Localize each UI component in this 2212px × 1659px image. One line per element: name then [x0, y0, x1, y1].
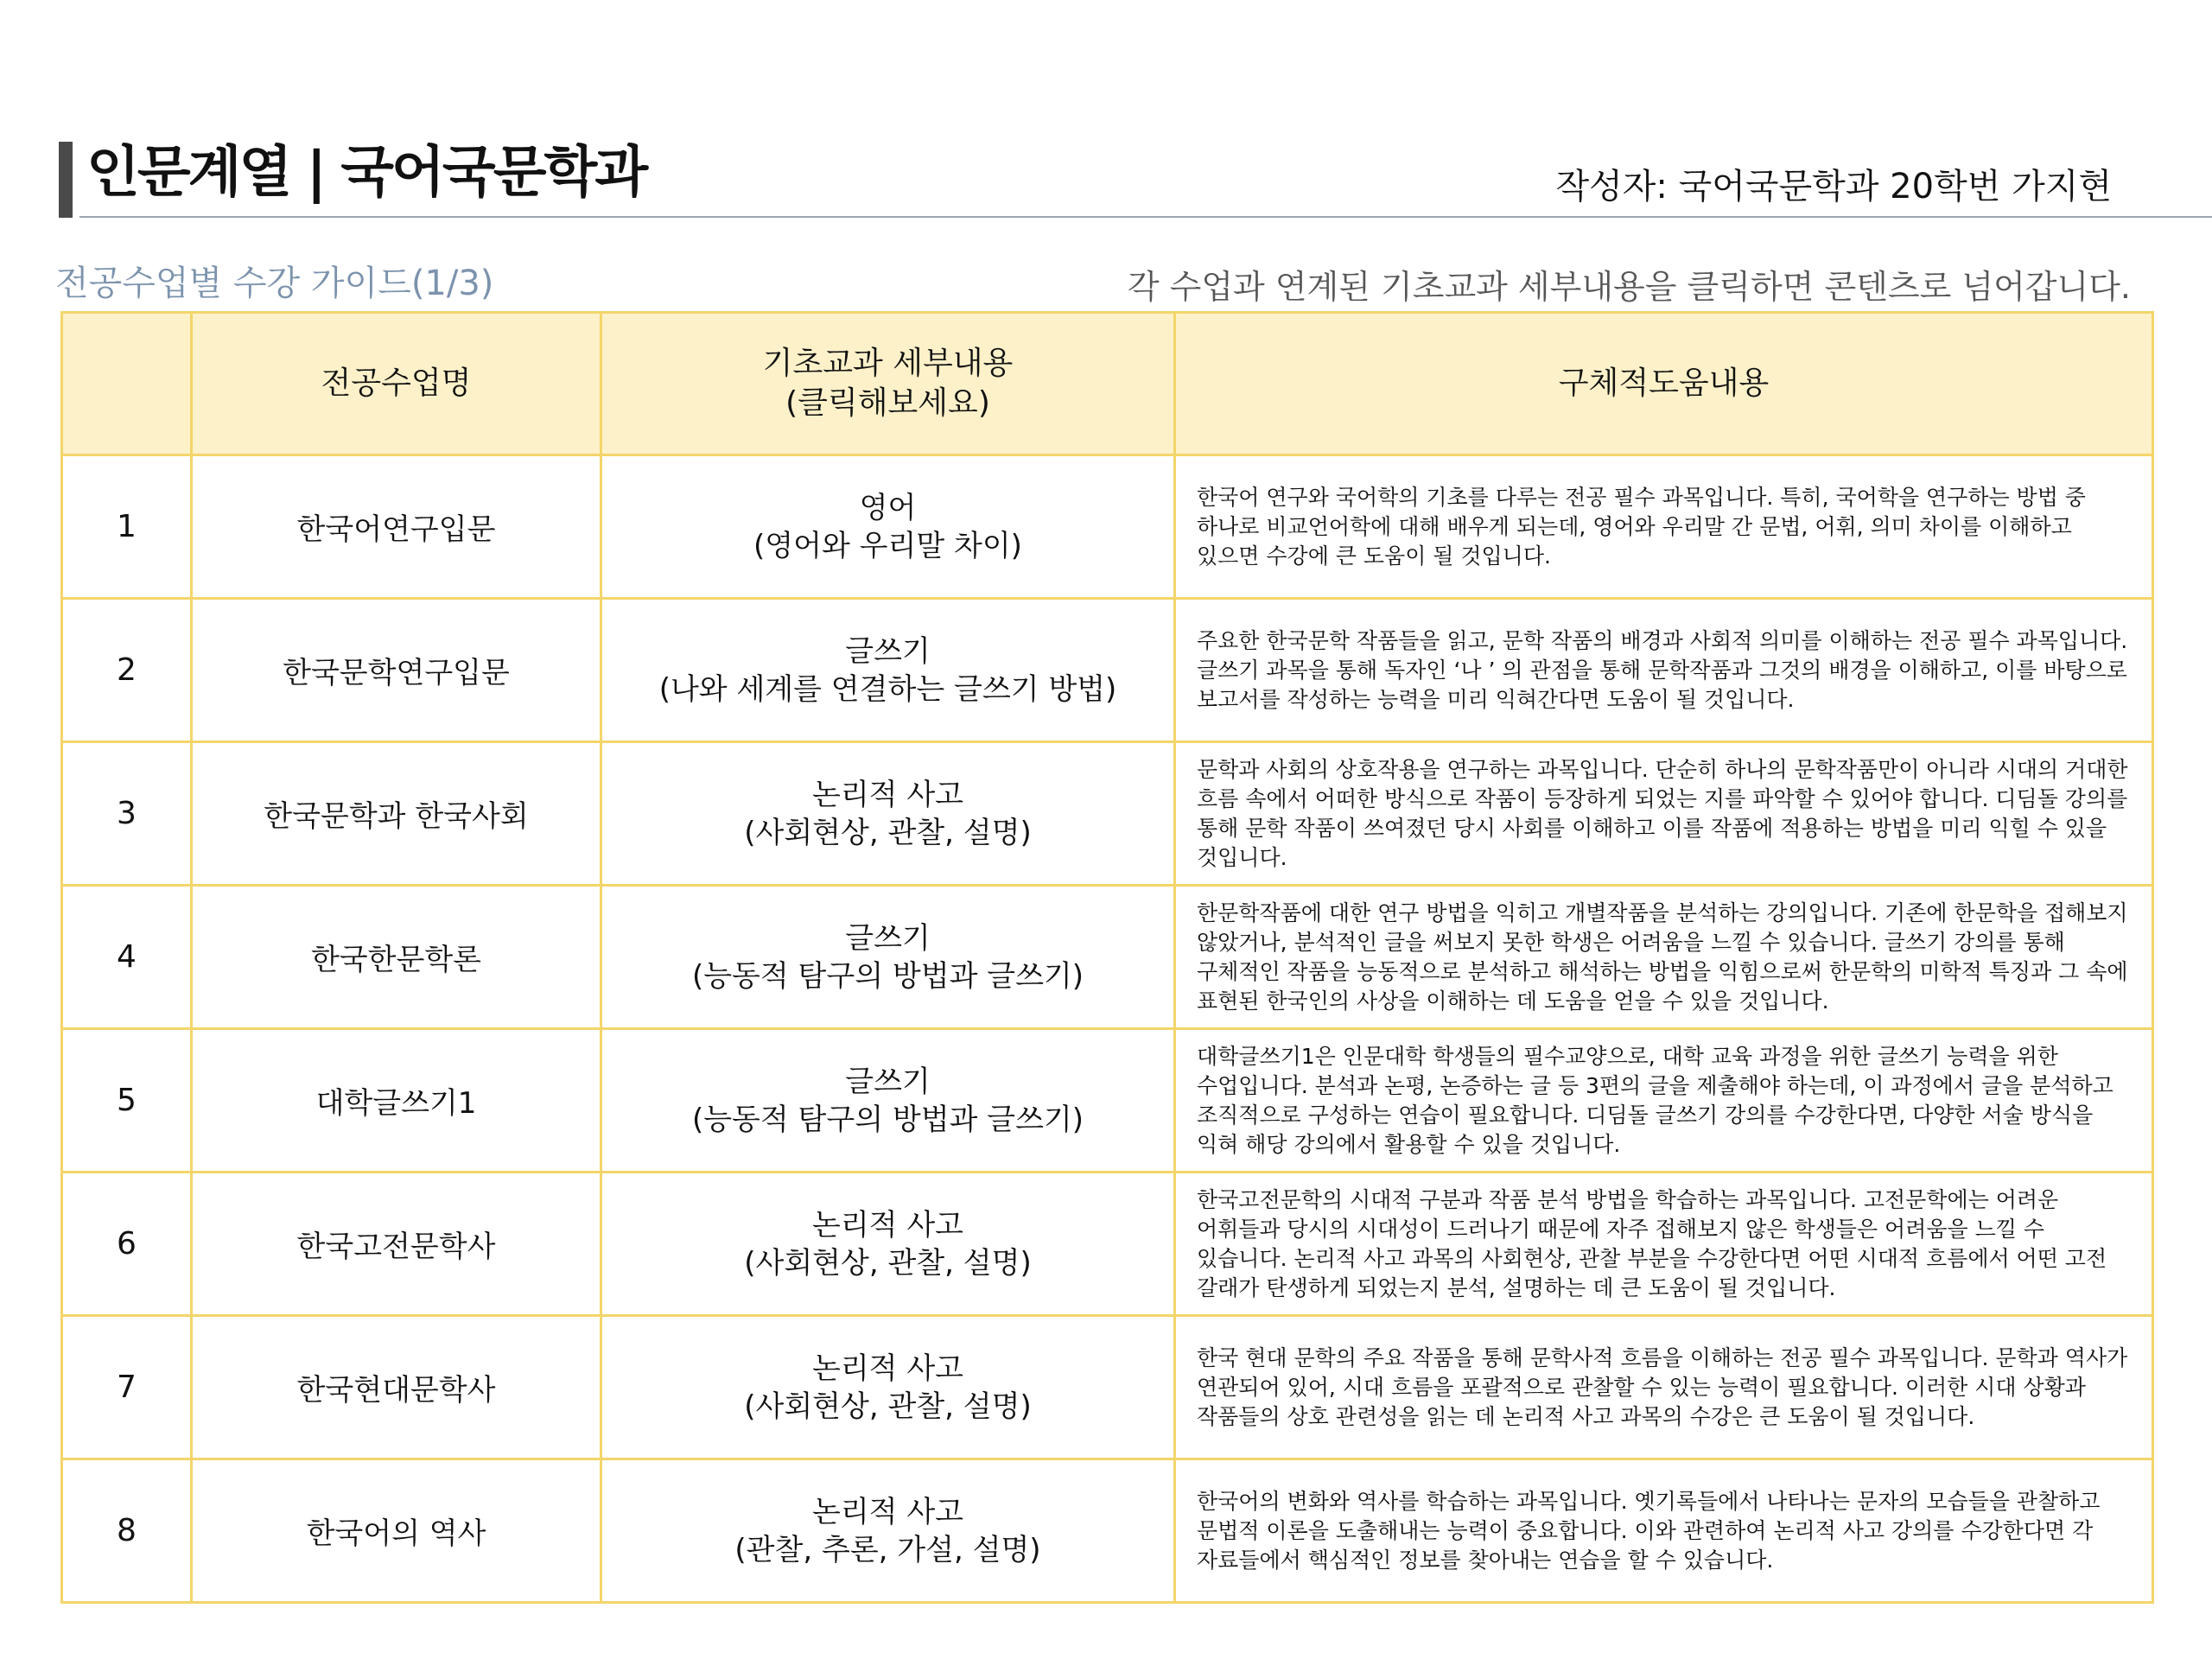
basic-course-link[interactable] [601, 1173, 1175, 1316]
header-basic-line2: (클릭해보세요) [785, 385, 990, 421]
basic-course-title[interactable]: 영어 [859, 490, 917, 525]
header-course-name [192, 313, 601, 455]
basic-course-link[interactable] [601, 455, 1175, 599]
row-number: 8 [62, 1459, 192, 1603]
basic-course-link[interactable] [601, 1316, 1175, 1459]
header-help-label: 구체적도움내용 [1558, 365, 1770, 401]
basic-course-title[interactable]: 논리적 사고 [811, 1351, 964, 1386]
help-detail: 한국고전문학의 시대적 구분과 작품 분석 방법을 학습하는 과목입니다. 고전문학에는 어려운 어휘들과 당시의 시대성이 드러나기 때문에 자주 접해보지 않은 학생들은 어려움을 느낄 수 있습니다. 논리적 사고 과목의 사회현상, 관찰 부분을 수강한다면 어떤 시대적 흐름에서 어떤 고전 갈래가 탄생하게 되었는지 분석, 설명하는 데 큰 도움이 될 것입니다. [1175, 1173, 2153, 1316]
row-number: 5 [62, 1029, 192, 1173]
page-title: 인문계열 | 국어국문학과 [86, 141, 646, 205]
table-row [62, 599, 2153, 742]
help-detail: 문학과 사회의 상호작용을 연구하는 과목입니다. 단순히 하나의 문학작품만이 아니라 시대의 거대한 흐름 속에서 어떠한 방식으로 작품이 등장하게 되었는 지를 파악할 수 있어야 합니다. 디딤돌 강의를 통해 문학 작품이 쓰여졌던 당시 사회를 이해하고 이를 작품에 적용하는 방법을 미리 익힐 수 있을 것입니다. [1175, 742, 2153, 886]
row-number: 7 [62, 1316, 192, 1459]
header-divider [79, 216, 2212, 218]
header-number [62, 313, 192, 455]
course-name: 한국문학과 한국사회 [192, 742, 601, 886]
table-row [62, 886, 2153, 1029]
table-row [62, 1459, 2153, 1603]
basic-course-subtitle[interactable]: (능동적 탐구의 방법과 글쓰기) [691, 1102, 1084, 1137]
course-name: 한국고전문학사 [192, 1173, 601, 1316]
basic-course-link[interactable] [601, 742, 1175, 886]
basic-course-link[interactable] [601, 886, 1175, 1029]
header-help [1175, 313, 2153, 455]
course-name: 한국어연구입문 [192, 455, 601, 599]
author-credit: 작성자: 국어국문학과 20학번 가지현 [1555, 167, 2112, 207]
help-detail: 대학글쓰기1은 인문대학 학생들의 필수교양으로, 대학 교육 과정을 위한 글쓰기 능력을 위한 수업입니다. 분석과 논평, 논증하는 글 등 3편의 글을 제출해야 하는데, 이 과정에서 글을 분석하고 조직적으로 구성하는 연습이 필요합니다. 디딤돌 글쓰기 강의를 수강한다면, 다양한 서술 방식을 익혀 해당 강의에서 활용할 수 있을 것입니다. [1175, 1029, 2153, 1173]
row-number: 2 [62, 599, 192, 742]
basic-course-link[interactable] [601, 599, 1175, 742]
basic-course-link[interactable] [601, 1459, 1175, 1603]
basic-course-subtitle[interactable]: (사회현상, 관찰, 설명) [744, 1389, 1032, 1424]
course-name: 한국현대문학사 [192, 1316, 601, 1459]
basic-course-title[interactable]: 글쓰기 [845, 633, 931, 669]
basic-course-title[interactable]: 논리적 사고 [811, 1494, 964, 1529]
row-number: 6 [62, 1173, 192, 1316]
basic-course-title[interactable]: 논리적 사고 [811, 1207, 964, 1243]
table-row [62, 742, 2153, 886]
basic-course-subtitle[interactable]: (관찰, 추론, 가설, 설명) [734, 1532, 1041, 1567]
course-name: 대학글쓰기1 [192, 1029, 601, 1173]
table-row [62, 1173, 2153, 1316]
header-course-label: 전공수업명 [321, 365, 472, 401]
row-number: 3 [62, 742, 192, 886]
course-name: 한국문학연구입문 [192, 599, 601, 742]
basic-course-subtitle[interactable]: (나와 세계를 연결하는 글쓰기 방법) [658, 671, 1117, 707]
help-detail: 한국 현대 문학의 주요 작품을 통해 문학사적 흐름을 이해하는 전공 필수 과목입니다. 문학과 역사가 연관되어 있어, 시대 흐름을 포괄적으로 관찰할 수 있는 능력이 필요합니다. 이러한 시대 상황과 작품들의 상호 관련성을 읽는 데 논리적 사고 과목의 수강은 큰 도움이 될 것입니다. [1175, 1316, 2153, 1459]
basic-course-link[interactable] [601, 1029, 1175, 1173]
table-row [62, 1316, 2153, 1459]
section-subtitle: 전공수업별 수강 가이드(1/3) [55, 264, 494, 303]
table-row [62, 455, 2153, 599]
row-number: 1 [62, 455, 192, 599]
help-detail: 한문학작품에 대한 연구 방법을 익히고 개별작품을 분석하는 강의입니다. 기존에 한문학을 접해보지 않았거나, 분석적인 글을 써보지 못한 학생은 어려움을 느낄 수 있습니다. 글쓰기 강의를 통해 구체적인 작품을 능동적으로 분석하고 해석하는 방법을 익힘으로써 한문학의 미학적 특징과 그 속에 표현된 한국인의 사상을 이해하는 데 도움을 얻을 수 있을 것입니다. [1175, 886, 2153, 1029]
basic-course-title[interactable]: 글쓰기 [845, 920, 931, 956]
basic-course-subtitle[interactable]: (영어와 우리말 차이) [753, 528, 1022, 563]
basic-course-title[interactable]: 논리적 사고 [811, 777, 964, 812]
course-name: 한국한문학론 [192, 886, 601, 1029]
basic-course-subtitle[interactable]: (능동적 탐구의 방법과 글쓰기) [691, 958, 1084, 994]
header-basic-line1: 기초교과 세부내용 [762, 346, 1014, 381]
basic-course-subtitle[interactable]: (사회현상, 관찰, 설명) [744, 815, 1032, 850]
click-notice: 각 수업과 연계된 기초교과 세부내용을 클릭하면 콘텐츠로 넘어갑니다. [1127, 268, 2131, 306]
title-accent-bar [59, 142, 73, 218]
course-name: 한국어의 역사 [192, 1459, 601, 1603]
help-detail: 한국어 연구와 국어학의 기초를 다루는 전공 필수 과목입니다. 특히, 국어학을 연구하는 방법 중 하나로 비교언어학에 대해 배우게 되는데, 영어와 우리말 간 문법, 어휘, 의미 차이를 이해하고 있으면 수강에 큰 도움이 될 것입니다. [1175, 455, 2153, 599]
header-basic-course [601, 313, 1175, 455]
basic-course-title[interactable]: 글쓰기 [845, 1064, 931, 1099]
table-header-row [62, 313, 2153, 455]
help-detail: 주요한 한국문학 작품들을 읽고, 문학 작품의 배경과 사회적 의미를 이해하는 전공 필수 과목입니다. 글쓰기 과목을 통해 독자인 ‘나 ’ 의 관점을 통해 문학작품과 그것의 배경을 이해하고, 이를 바탕으로 보고서를 작성하는 능력을 미리 익혀간다면 도움이 될 것입니다. [1175, 599, 2153, 742]
table-row [62, 1029, 2153, 1173]
basic-course-subtitle[interactable]: (사회현상, 관찰, 설명) [744, 1245, 1032, 1281]
course-guide-table [60, 311, 2154, 1604]
help-detail: 한국어의 변화와 역사를 학습하는 과목입니다. 옛기록들에서 나타나는 문자의 모습들을 관찰하고 문법적 이론을 도출해내는 능력이 중요합니다. 이와 관련하여 논리적 사고 강의를 수강한다면 각 자료들에서 핵심적인 정보를 찾아내는 연습을 할 수 있습니다. [1175, 1459, 2153, 1603]
row-number: 4 [62, 886, 192, 1029]
